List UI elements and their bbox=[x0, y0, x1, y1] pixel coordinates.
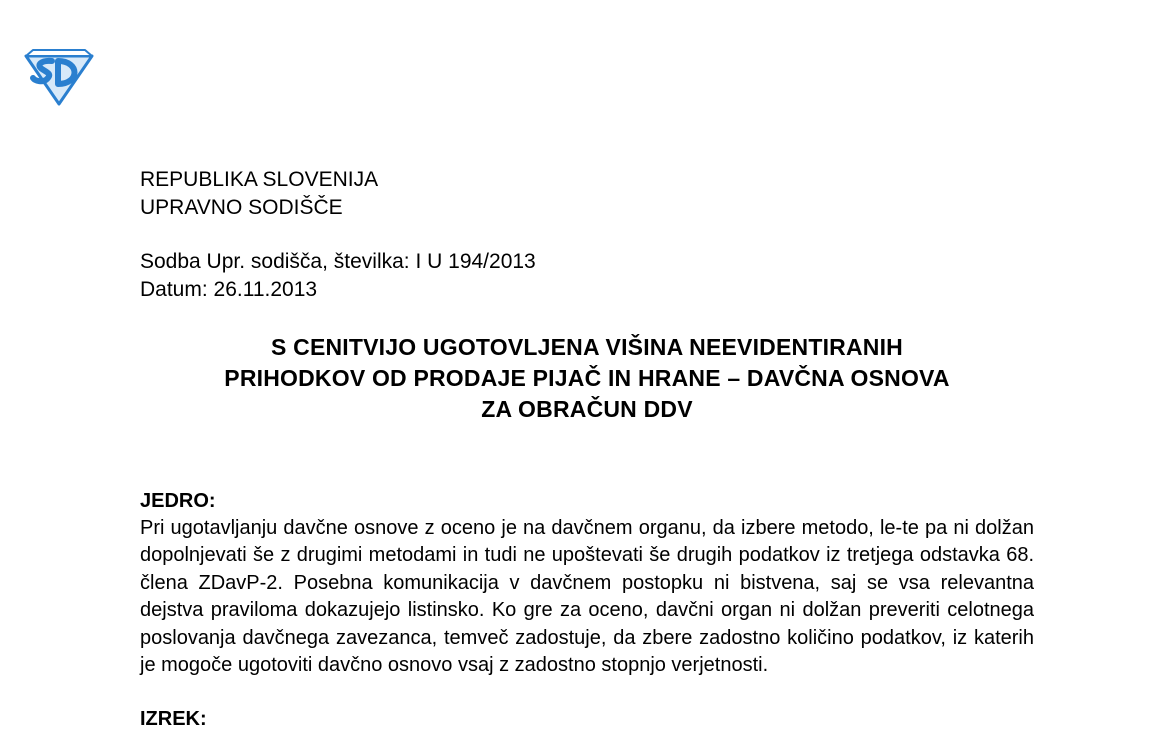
title-line-2: PRIHODKOV OD PRODAJE PIJAČ IN HRANE – DAVČNA OSNOVA bbox=[224, 365, 950, 391]
document-title bbox=[140, 332, 1034, 425]
jedro-paragraph: Pri ugotavljanju davčne osnove z oceno je na davčnem organu, da izbere metodo, le-te pa ni dolžan dopolnjevati še z drugimi metodami in tudi ne upoštevati še drugih podatkov iz tretjega odstavka 68. člena ZDavP-2. Posebna komunikacija v davčnem postopku ni bistvena, saj se vsa relevantna dejstva praviloma dokazujejo listinsko. Ko gre za oceno, davčni organ ni dolžan preveriti celotnega poslovanja davčnega zavezanca, temveč zadostuje, da zbere zadostno količino podatkov, iz katerih je mogoče ugotoviti davčno osnovo vsaj z zadostno stopnjo verjetnosti. bbox=[140, 517, 1034, 677]
title-line-1: S CENITVIJO UGOTOVLJENA VIŠINA NEEVIDENTIRANIH bbox=[271, 334, 903, 360]
sd-emblem-icon bbox=[22, 48, 96, 106]
court-heading: UPRAVNO SODIŠČE bbox=[140, 196, 343, 219]
jedro-heading: JEDRO: bbox=[140, 490, 216, 512]
logo bbox=[22, 48, 96, 106]
case-number: Sodba Upr. sodišča, številka: I U 194/2013 bbox=[140, 250, 536, 273]
decision-date: Datum: 26.11.2013 bbox=[140, 278, 318, 301]
izrek-heading: IZREK: bbox=[140, 708, 207, 731]
republic-heading: REPUBLIKA SLOVENIJA bbox=[140, 168, 379, 191]
document-body bbox=[140, 166, 1034, 733]
title-line-3: ZA OBRAČUN DDV bbox=[481, 396, 693, 422]
